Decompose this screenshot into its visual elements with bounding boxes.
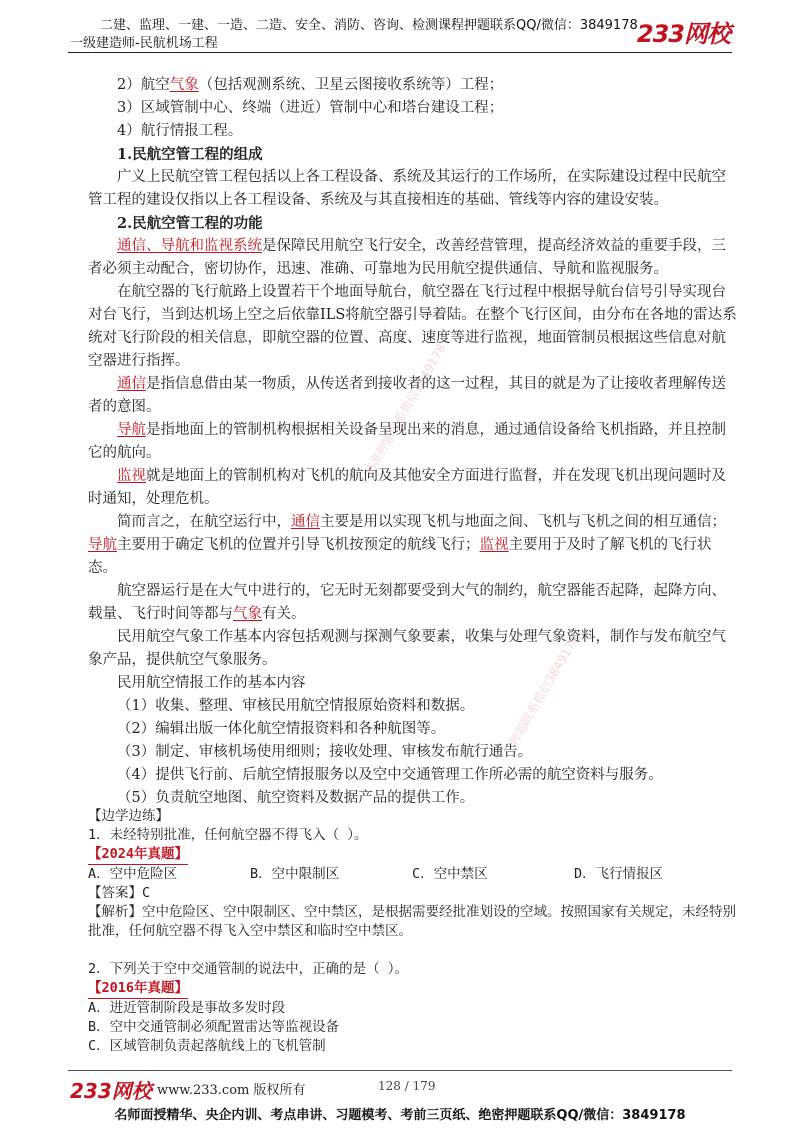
options-row xyxy=(88,865,748,884)
paragraph: 简而言之，在航空运行中，通信主要是用以实现飞机与地面之间、飞机与飞机之间的相互通信；导航主要用于确定飞机的位置并引导飞机按预定的航线飞行；监视主要用于及时了解飞机的飞行状态。 xyxy=(88,514,726,576)
practice-heading: 【边学边练】 xyxy=(88,808,169,824)
question-1: 1．未经特别批准，任何航空器不得飞入（ ）。 xyxy=(88,827,368,843)
list-item: （5）负责航空地图、航空资料及数据产品的提供工作。 xyxy=(117,790,475,806)
option-a: A．空中危险区 xyxy=(88,866,178,882)
paragraph: 广义上民航空管工程包括以上各工程设备、系统及其运行的工作场所，在实际建设过程中民航空管工程的建设仅指以上各工程设备、系统及与其直接相连的基础、管线等内容的建设安装。 xyxy=(88,169,726,208)
keyword-surveillance: 监视 xyxy=(117,468,146,484)
footer-divider xyxy=(68,1070,732,1071)
paragraph: 监视就是地面上的管制机构对飞机的航向及其他安全方面进行监督，并在发现飞机出现问题时及时通知，处理危机。 xyxy=(88,468,726,507)
section-heading: 2.民航空管工程的功能 xyxy=(117,215,263,232)
header-subtitle: 一级建造师-民航机场工程 xyxy=(70,36,218,51)
keyword-navigation: 导航 xyxy=(117,422,146,438)
list-item: （4）提供飞行前、后航空情报服务以及空中交通管理工作所必需的航空资料与服务。 xyxy=(117,767,663,783)
analysis: 【解析】空中危险区、空中限制区、空中禁区，是根据需要经批准划设的空域。按照国家有关规定，未经特别批准，任何航空器不得飞入空中禁区和临时空中禁区。 xyxy=(88,904,736,939)
keyword-meteorology: 气象 xyxy=(169,77,199,93)
keyword-communication: 通信 xyxy=(291,514,320,530)
brand-logo: 233网校 xyxy=(636,20,730,48)
option-b: B．空中限制区 xyxy=(250,866,340,882)
watermark-2: 押题联系微信3849178 xyxy=(506,632,582,748)
paragraph: 在航空器的飞行航路上设置若干个地面导航台，航空器在飞行过程中根据导航台信号引导实现台对台飞行，当到达机场上空之后依靠ILS将航空器引导着陆。在整个飞行区间，由分布在各地的雷达系统对飞行阶段的相关信息，即航空器的位置、高度、速度等进行监视，地面管制员根据这些信息对航空器进行指挥。 xyxy=(88,284,737,369)
keyword-navigation: 导航 xyxy=(88,537,117,553)
paragraph: 导航是指地面上的管制机构根据相关设备呈现出来的消息，通过通信设备给飞机指路，并且控制它的航向。 xyxy=(88,422,726,461)
paragraph: 通信是指信息借由某一物质，从传送者到接收者的这一过程，其目的就是为了让接收者理解传送者的意图。 xyxy=(88,376,726,415)
option-c: C．区域管制负责起落航线上的飞机管制 xyxy=(88,1038,326,1054)
option-b: B．空中交通管制必须配置雷达等监视设备 xyxy=(88,1019,340,1035)
year-tag: 【2024年真题】 xyxy=(88,845,188,865)
practice-section xyxy=(88,807,748,1056)
paragraph: 4）航行情报工程。 xyxy=(117,123,243,139)
option-d: D．飞行情报区 xyxy=(574,866,664,882)
year-tag: 【2016年真题】 xyxy=(88,979,188,999)
paragraph: 航空器运行是在大气中进行的，它无时无刻都要受到大气的制约，航空器能否起降，起降方向、载量、飞行时间等都与气象有关。 xyxy=(88,583,726,622)
section-heading: 1.民航空管工程的组成 xyxy=(117,146,263,163)
keyword-communication: 通信 xyxy=(117,376,146,392)
paragraph: 3）区域管制中心、终端（进近）管制中心和塔台建设工程； xyxy=(117,100,504,116)
answer: 【答案】C xyxy=(88,885,151,901)
document-body xyxy=(88,74,738,810)
paragraph: 民用航空情报工作的基本内容 xyxy=(117,675,306,691)
footer-logo: 233网校 xyxy=(70,1079,152,1103)
paragraph: 通信、导航和监视系统是保障民用航空飞行安全，改善经营管理，提高经济效益的重要手段，三者必须主动配合，密切协作，迅速、准确、可靠地为民用航空提供通信、导航和监视服务。 xyxy=(88,238,726,277)
footer-contact-line: 名师面授精华、央企内训、考点串讲、习题模考、考前三页纸、绝密押题联系QQ/微信：3849178 xyxy=(114,1108,686,1123)
list-item: （1）收集、整理、审核民用航空情报原始资料和数据。 xyxy=(117,698,475,714)
watermark-1: 精准押题联系微信3849178 xyxy=(361,341,449,478)
keyword-meteorology: 气象 xyxy=(233,606,262,622)
option-c: C．空中禁区 xyxy=(412,866,488,882)
paragraph: 民用航空气象工作基本内容包括观测与探测气象要素，收集与处理气象资料，制作与发布航空气象产品，提供航空气象服务。 xyxy=(88,629,726,668)
header-divider xyxy=(68,52,732,53)
option-a: A．进近管制阶段是事故多发时段 xyxy=(88,1000,286,1016)
page-number: 128 / 179 xyxy=(378,1079,436,1093)
keyword-cns: 通信、导航和监视系统 xyxy=(117,238,262,254)
footer-copyright: www.233.com 版权所有 xyxy=(157,1083,306,1098)
header-contact-line: 二建、监理、一建、一造、二造、安全、消防、咨询、检测课程押题联系QQ/微信：3849178 xyxy=(100,18,638,33)
list-item: （3）制定、审核机场使用细则；接收处理、审核发布航行通告。 xyxy=(117,744,533,760)
question-2: 2．下列关于空中交通管制的说法中，正确的是（ ）。 xyxy=(88,961,409,977)
keyword-surveillance: 监视 xyxy=(479,537,509,553)
list-item: （2）编辑出版一体化航空情报资料和各种航图等。 xyxy=(117,721,446,737)
paragraph: 2）航空气象（包括观测系统、卫星云图接收系统等）工程； xyxy=(117,77,504,93)
